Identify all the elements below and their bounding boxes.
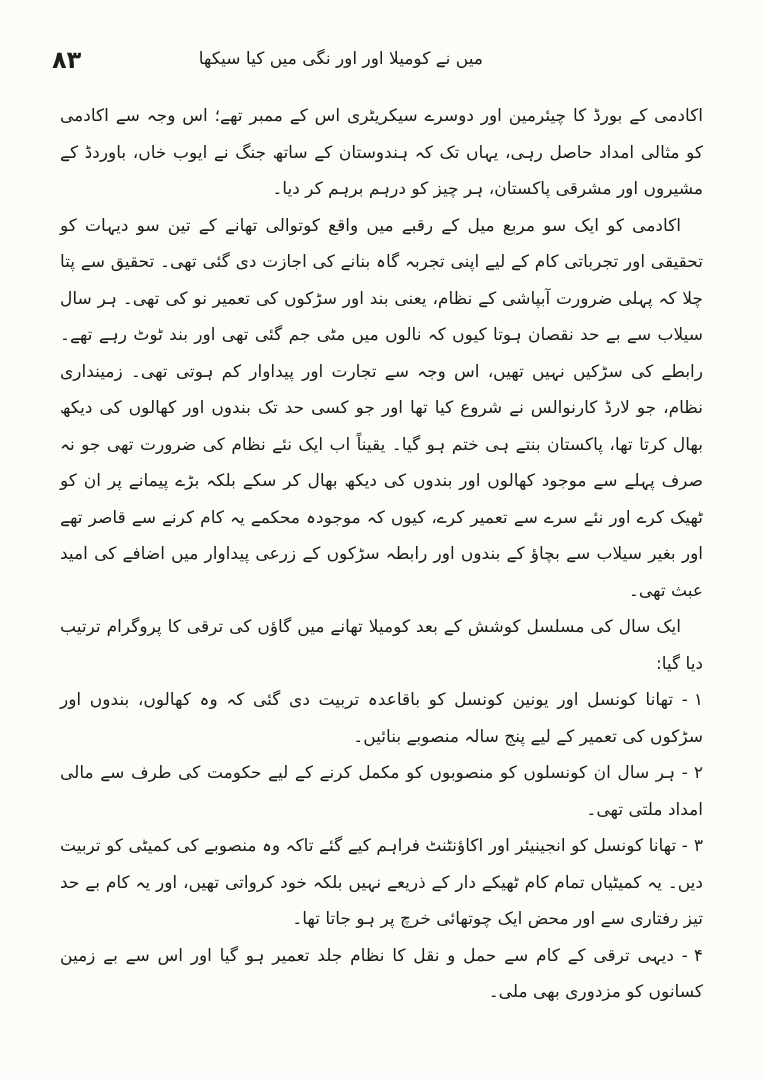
list-item-text: تھانا کونسل کو انجینیئر اور اکاؤنٹنٹ فراہم کیے گئے تاکہ وہ منصوبے کی کمیٹی کو تربیت دیں۔ یہ کمیٹیاں تمام کام ٹھیکے دار کے ذریعے نہیں بلکہ خود کرواتی تھیں، اور یہ کام بے حد تیز رفتاری سے اور محض ایک چوتھائی خرچ پر ہو جاتا تھا۔ <box>60 836 703 929</box>
page-number: ۸۳ <box>52 46 82 74</box>
running-title: میں نے کومیلا اور اور نگی میں کیا سیکھا <box>198 49 483 69</box>
page-body <box>60 98 703 1011</box>
list-item-number: ۴ <box>693 945 703 966</box>
list-item: ۴- دیہی ترقی کے کام سے حمل و نقل کا نظام جلد تعمیر ہو گیا اور اس سے بے زمین کسانوں کو مزدوری بھی ملی۔ <box>60 945 703 1002</box>
paragraph-2: اکادمی کو ایک سو مربع میل کے رقبے میں واقع کوتوالی تھانے کے تین سو دیہات کو تحقیقی اور تجرباتی کام کے لیے اپنی تجربہ گاہ بنانے کی اجازت دی گئی تھی۔ تحقیق سے پتا چلا کہ پہلی ضرورت آبپاشی کے نظام، یعنی بند اور سڑکوں کی تعمیر نو کی تھی۔ ہر سال سیلاب سے بے حد نقصان ہوتا کیوں کہ نالوں میں مٹی جم گئی تھی اور بند ٹوٹ رہے تھے۔ رابطے کی سڑکیں نہیں تھیں، اس وجہ سے تجارت اور پیداوار کم ہوتی تھی۔ زمینداری نظام، جو لارڈ کارنوالس نے شروع کیا تھا اور جو کسی حد تک بندوں اور کھالوں کی دیکھ بھال کرتا تھا، پاکستان بنتے ہی ختم ہو گیا۔ یقیناً اب ایک نئے نظام کی ضرورت تھی جو نہ صرف پہلے سے موجود کھالوں اور بندوں کی دیکھ بھال کر سکے بلکہ بڑے پیمانے پر ان کو ٹھیک کرے اور نئے سرے سے تعمیر کرے، کیوں کہ موجودہ محکمے یہ کام کرنے سے قاصر تھے اور بغیر سیلاب سے بچاؤ کے بندوں اور رابطہ سڑکوں کے زرعی پیداوار میں اضافے کی امید عبث تھی۔ <box>60 215 703 601</box>
paragraph-1: اکادمی کے بورڈ کا چیئرمین اور دوسرے سیکریٹری اس کے ممبر تھے؛ اس وجہ سے اکادمی کو مثالی امداد حاصل رہی، یہاں تک کہ ہندوستان کے ساتھ جنگ نے ایوب خاں، باوردڈ کے مشیروں اور مشرقی پاکستان، ہر چیز کو درہم برہم کر دیا۔ <box>60 106 703 199</box>
list-item-text: تھانا کونسل اور یونین کونسل کو باقاعدہ تربیت دی گئی کہ وہ کھالوں، بندوں اور سڑکوں کی تعمیر کے لیے پنج سالہ منصوبے بنائیں۔ <box>60 690 703 747</box>
list-item-number: ۱ <box>693 690 703 710</box>
list-item: ۲- ہر سال ان کونسلوں کو منصوبوں کو مکمل کرنے کے لیے حکومت کی طرف سے مالی امداد ملتی تھی۔ <box>60 763 704 820</box>
list-item-number: ۲ <box>693 763 704 783</box>
list-item: ۳- تھانا کونسل کو انجینیئر اور اکاؤنٹنٹ فراہم کیے گئے تاکہ وہ منصوبے کی کمیٹی کو تربیت دیں۔ یہ کمیٹیاں تمام کام ٹھیکے دار کے ذریعے نہیں بلکہ خود کرواتی تھیں، اور یہ کام بے حد تیز رفتاری سے اور محض ایک چوتھائی خرچ پر ہو جاتا تھا۔ <box>60 836 703 929</box>
list-item-text: دیہی ترقی کے کام سے حمل و نقل کا نظام جلد تعمیر ہو گیا اور اس سے بے زمین کسانوں کو مزدوری بھی ملی۔ <box>60 945 703 1002</box>
paragraph-3: ایک سال کی مسلسل کوشش کے بعد کومیلا تھانے میں گاؤں کی ترقی کا پروگرام ترتیب دیا گیا: <box>60 617 703 674</box>
page-header <box>40 44 703 80</box>
list-item-text: ہر سال ان کونسلوں کو منصوبوں کو مکمل کرنے کے لیے حکومت کی طرف سے مالی امداد ملتی تھی۔ <box>60 763 703 820</box>
list-item: ۱- تھانا کونسل اور یونین کونسل کو باقاعدہ تربیت دی گئی کہ وہ کھالوں، بندوں اور سڑکوں کی تعمیر کے لیے پنج سالہ منصوبے بنائیں۔ <box>60 690 703 747</box>
list-item-number: ۳ <box>693 836 703 856</box>
